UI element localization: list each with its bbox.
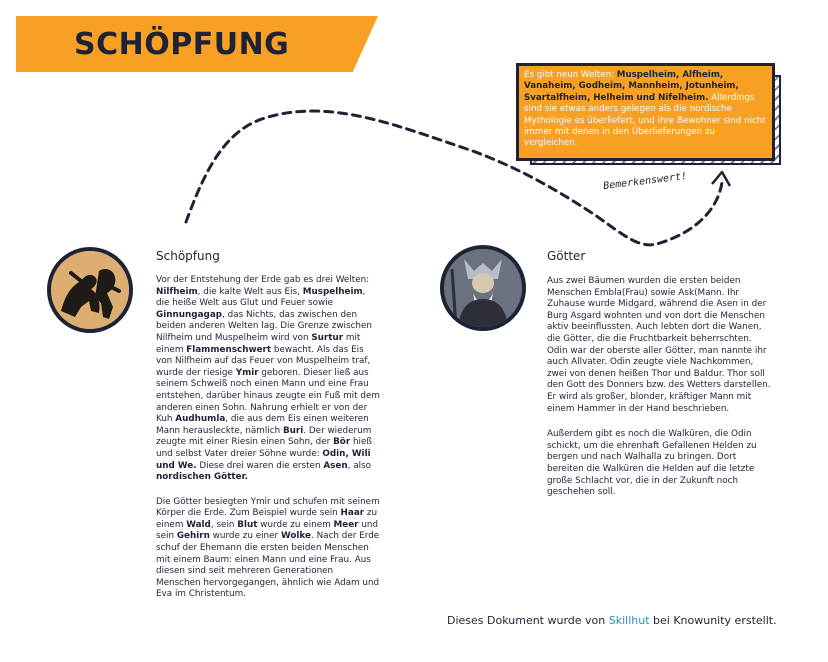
- callout-box: [516, 63, 775, 161]
- text-run: bewacht. Als das Eis von Nilfheim auf das Feuer von Muspelheim traf, wurde der riesige: [156, 344, 371, 378]
- text-run: und sein: [156, 519, 379, 542]
- bold-term: Gehirn: [176, 531, 210, 542]
- page-title: SCHÖPFUNG: [74, 27, 290, 62]
- odin-illustration: [440, 245, 526, 331]
- remark-label: Bemerkenswert!: [602, 170, 688, 193]
- left-heading: Schöpfung: [156, 249, 220, 263]
- bold-term: Ginnungagap: [156, 309, 223, 320]
- text-run: . Nach der Erde schuf der Ehemann die ersten beiden Menschen mit einem Baum: einen Mann und eine Frau. Aus diesen sind seit mehreren Generationen Menschen hervorgegangen, ähnlich wie Adam und Eva im Christentum.: [156, 531, 380, 600]
- footer-credit: [447, 614, 777, 627]
- text-run: , sein: [210, 519, 238, 530]
- right-body: [547, 276, 771, 512]
- bold-term: Asen: [323, 460, 348, 471]
- creation-illustration: [47, 247, 133, 333]
- bold-term: Bör: [333, 437, 351, 448]
- text-run: Diese drei waren die ersten: [196, 460, 324, 471]
- text-run: Vor der Entstehung der Erde gab es drei Welten:: [156, 275, 370, 285]
- bold-term: nordischen Götter.: [156, 472, 249, 483]
- bold-term: Surtur: [311, 332, 344, 343]
- text-run: mit einem: [156, 332, 361, 355]
- text-run: geboren. Dieser ließ aus seinem Schweiß noch einen Mann und eine Frau entstehen, darüber hinaus zeugte ein Fuß mit dem anderen einen Sohn. Nahrung erhielt er von der Kuh: [156, 367, 380, 425]
- text-run: wurde zu einer: [209, 531, 281, 542]
- bold-term: Flammenschwert: [186, 344, 272, 355]
- footer-before: Dieses Dokument wurde von: [447, 614, 609, 627]
- footer-after: bei Knowunity erstellt.: [649, 614, 777, 627]
- bold-term: Wald: [186, 519, 211, 530]
- right-heading: Götter: [547, 249, 586, 263]
- bold-term: Blut: [237, 519, 258, 530]
- text-run: , das Nichts, das zwischen den beiden anderen Welten lag. Die Grenze zwischen Nilfheim und Muspelheim wird von: [156, 309, 372, 343]
- left-body: [156, 275, 380, 614]
- text-run: , also: [347, 460, 372, 471]
- bold-term: Wolke: [280, 531, 311, 542]
- bold-term: Meer: [333, 519, 359, 530]
- callout-worlds: Muspelheim, Alfheim, Vanaheim, Godheim, Mannheim, Jotunheim, Svartalfheim, Helheim und Nifelheim.: [524, 70, 739, 103]
- bold-term: Ymir: [235, 367, 259, 378]
- bold-term: Odin, Wili und We.: [156, 448, 371, 471]
- bold-term: Nilfheim: [156, 286, 198, 297]
- text-run: Die Götter besiegten Ymir und schufen mit seinem Körper die Erde. Zum Beispiel wurde sein: [156, 496, 380, 519]
- text-run: , die aus dem Eis einen weiteren Mann herausleckte, nämlich: [156, 414, 369, 436]
- text-run: , die heiße Welt aus Glut und Feuer sowie: [156, 286, 366, 309]
- left-paragraph-2: [156, 497, 380, 601]
- text-run: . Der wiederum zeugte mit einer Riesin einen Sohn, der: [156, 425, 372, 448]
- bold-term: Muspelheim: [302, 286, 363, 297]
- footer-brand-link[interactable]: Skillhut: [608, 614, 650, 627]
- text-run: , die kalte Welt aus Eis,: [197, 286, 303, 297]
- text-run: zu einem: [156, 508, 378, 530]
- right-paragraph-2: Außerdem gibt es noch die Walküren, die Odin schickt, um die ehrenhaft Gefallenen Helden zu bergen und nach Walhalla zu bringen. Dort bereiten die Walküren die Helden auf die letzte große Schlacht vor, die in der Zukunft noch geschehen soll.: [547, 429, 757, 498]
- bold-term: Haar: [340, 508, 365, 519]
- right-paragraph-1: Aus zwei Bäumen wurden die ersten beiden Menschen Embla(Frau) sowie Ask(Mann. Ihr Zuhause wurde Midgard, während die Asen in der Burg Asgard wohnten und von dort die Menschen aktiv beeinflussten. Auch lebten dort die Wanen, die Götter, die die Fruchtbarkeit beherrschten. Odin war der oberste aller Götter, man nannte ihr auch Allvater. Odin zeugte viele Nachkommen, zwei von denen heißen Thor und Baldur. Thor soll den Gott des Donners bzw. des Wetters darstellen. Er wird als großer, blonder, kräftiger Mann mit einem Hammer in der Hand beschrieben.: [547, 276, 771, 414]
- bold-term: Audhumla: [175, 414, 226, 425]
- left-paragraph-1: [156, 275, 380, 484]
- callout-rest: Allerdings sind sie etwas anders gelegen als die nordische Mythologie es überliefert, und ihre Bewohner sind nicht immer mit denen in den Überlieferungen zu vergleichen.: [524, 92, 766, 149]
- text-run: wurde zu einem: [257, 519, 334, 530]
- bold-term: Buri: [282, 425, 304, 436]
- callout-intro: Es gibt neun Welten:: [524, 70, 617, 80]
- text-run: hieß und selbst Vater dreier Söhne wurde:: [156, 437, 372, 459]
